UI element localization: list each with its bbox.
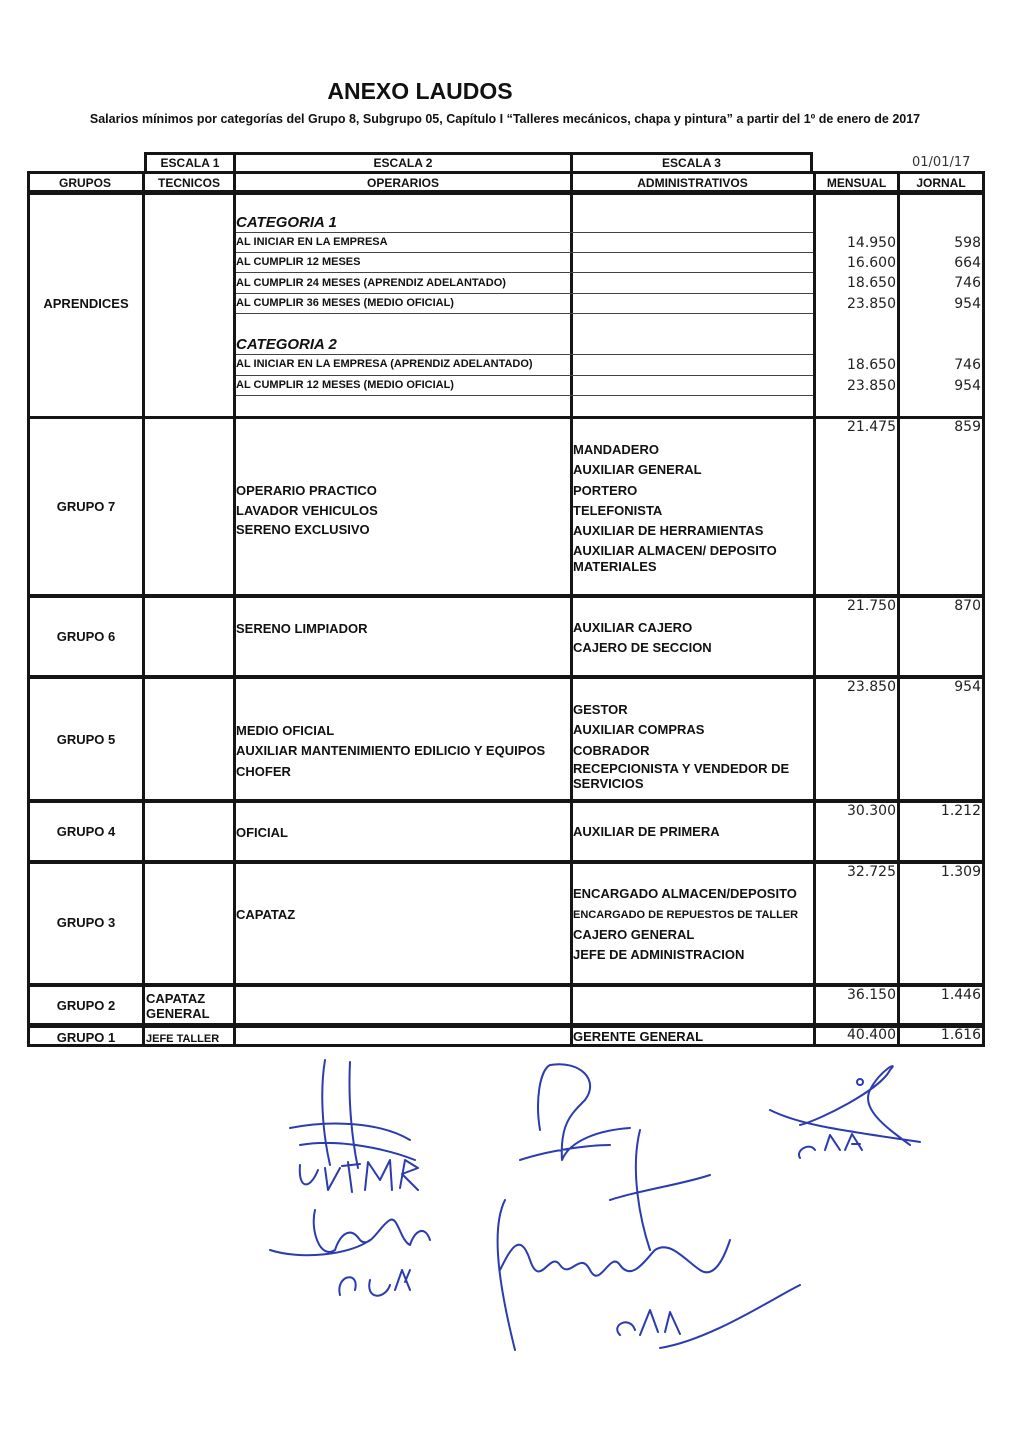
grupo1-jornal: 1.616 (940, 1027, 981, 1043)
grupo3-mensual: 32.725 (847, 864, 896, 880)
cat2-jornal: 954 (954, 378, 981, 394)
operario-item: MEDIO OFICIAL (236, 723, 335, 738)
escala3-label: ESCALA 3 (662, 156, 721, 170)
cat1-jornal: 746 (954, 275, 981, 291)
col-header-mensual: MENSUAL (826, 176, 887, 190)
grupo4-jornal: 1.212 (940, 803, 981, 819)
signature-ctma-right (770, 1066, 920, 1158)
col-header-jornal: JORNAL (916, 176, 966, 190)
escala2-label: ESCALA 2 (373, 156, 433, 170)
signatures-area (240, 1050, 980, 1410)
administrativo-item: GESTOR (573, 702, 628, 717)
col-header-operarios: OPERARIOS (366, 176, 439, 190)
escala1-label: ESCALA 1 (160, 156, 220, 170)
grupo5-jornal: 954 (954, 679, 981, 695)
administrativo-item: CAJERO DE SECCION (573, 640, 712, 655)
group-label-grupo1: GRUPO 1 (56, 1030, 116, 1045)
cat1-jornal: 598 (954, 235, 981, 251)
administrativo-item: ENCARGADO DE REPUESTOS DE TALLER (573, 909, 799, 921)
cat1-row-text: AL CUMPLIR 12 MESES (236, 256, 361, 268)
grupo4-mensual: 30.300 (847, 803, 896, 819)
administrativo-item: MATERIALES (573, 559, 657, 574)
grupo3-jornal: 1.309 (940, 864, 981, 880)
signature-ctma-left (270, 1210, 430, 1296)
cat1-row-text: AL CUMPLIR 24 MESES (APRENDIZ ADELANTADO) (236, 277, 506, 289)
tecnico-item: CAPATAZ (146, 991, 206, 1006)
document-subtitle: Salarios mínimos por categorías del Grupo 8, Subgrupo 05, Capítulo I “Talleres mecánicos, chapa y pintura” a partir del 1º de enero de 2017 (89, 112, 921, 126)
operario-item: SERENO EXCLUSIVO (236, 522, 370, 537)
group-label-aprendices: APRENDICES (43, 296, 129, 311)
group-label-grupo7: GRUPO 7 (56, 499, 116, 514)
col-header-administrativos: ADMINISTRATIVOS (637, 176, 748, 190)
cat1-mensual: 16.600 (847, 255, 896, 271)
signature-center-bottom (498, 1130, 800, 1350)
administrativo-item: JEFE DE ADMINISTRACION (573, 947, 745, 962)
administrativo-item: RECEPCIONISTA Y VENDEDOR DE (573, 761, 790, 776)
cat1-row-text: AL CUMPLIR 36 MESES (MEDIO OFICIAL) (236, 297, 454, 309)
administrativo-item: AUXILIAR DE PRIMERA (573, 824, 720, 839)
operario-item: SERENO LIMPIADOR (236, 621, 368, 636)
category-2-title: CATEGORIA 2 (236, 336, 337, 353)
grupo7-mensual: 21.475 (847, 419, 896, 435)
administrativo-item: TELEFONISTA (573, 503, 663, 518)
grupo5-mensual: 23.850 (847, 679, 896, 695)
administrativo-item: PORTERO (573, 483, 638, 498)
administrativo-item: AUXILIAR GENERAL (573, 462, 702, 477)
administrativo-item: MANDADERO (573, 442, 659, 457)
grupo6-jornal: 870 (954, 598, 981, 614)
tecnico-item: JEFE TALLER (146, 1033, 220, 1045)
grupo7-jornal: 859 (954, 419, 981, 435)
cat2-row-text: AL CUMPLIR 12 MESES (MEDIO OFICIAL) (236, 379, 454, 391)
cat1-mensual: 18.650 (847, 275, 896, 291)
col-header-grupos: GRUPOS (58, 176, 111, 190)
row-grupo7 (27, 416, 985, 597)
operario-item: CAPATAZ (236, 907, 296, 922)
administrativo-item: SERVICIOS (573, 776, 644, 791)
tecnico-item: GENERAL (146, 1006, 210, 1021)
cat2-jornal: 746 (954, 357, 981, 373)
group-label-grupo3: GRUPO 3 (56, 915, 116, 930)
cat1-row-text: AL INICIAR EN LA EMPRESA (236, 236, 388, 248)
col-header-tecnicos: TECNICOS (157, 176, 220, 190)
cat1-mensual: 23.850 (847, 296, 896, 312)
administrativo-item: AUXILIAR CAJERO (573, 620, 693, 635)
document-title: ANEXO LAUDOS (327, 78, 513, 104)
cat2-mensual: 23.850 (847, 378, 896, 394)
category-1-title: CATEGORIA 1 (236, 214, 337, 231)
operario-item: OPERARIO PRACTICO (236, 483, 377, 498)
group-label-grupo4: GRUPO 4 (56, 824, 116, 839)
signature-center-top (520, 1064, 630, 1160)
group-label-grupo6: GRUPO 6 (56, 629, 116, 644)
signature-untmra (290, 1060, 418, 1192)
administrativo-item: ENCARGADO ALMACEN/DEPOSITO (573, 886, 797, 901)
group-label-grupo5: GRUPO 5 (56, 732, 116, 747)
operario-item: OFICIAL (236, 825, 288, 840)
grupo1-mensual: 40.400 (847, 1027, 896, 1043)
grupo2-jornal: 1.446 (940, 987, 981, 1003)
effective-date: 01/01/17 (912, 155, 971, 170)
group-label-grupo2: GRUPO 2 (56, 998, 116, 1013)
operario-item: AUXILIAR MANTENIMIENTO EDILICIO Y EQUIPOS (236, 743, 546, 758)
cat2-mensual: 18.650 (847, 357, 896, 373)
operario-item: LAVADOR VEHICULOS (236, 503, 378, 518)
operario-item: CHOFER (236, 764, 291, 779)
cat2-row-text: AL INICIAR EN LA EMPRESA (APRENDIZ ADELANTADO) (236, 358, 533, 370)
administrativo-item: COBRADOR (573, 743, 650, 758)
grupo2-mensual: 36.150 (847, 987, 896, 1003)
cat1-mensual: 14.950 (847, 235, 896, 251)
administrativo-item: AUXILIAR ALMACEN/ DEPOSITO (573, 543, 777, 558)
cat1-jornal: 664 (954, 255, 981, 271)
grupo6-mensual: 21.750 (847, 598, 896, 614)
cat1-jornal: 954 (954, 296, 981, 312)
administrativo-item: GERENTE GENERAL (573, 1029, 704, 1044)
administrativo-item: AUXILIAR COMPRAS (573, 722, 705, 737)
administrativo-item: CAJERO GENERAL (573, 927, 695, 942)
administrativo-item: AUXILIAR DE HERRAMIENTAS (573, 523, 764, 538)
